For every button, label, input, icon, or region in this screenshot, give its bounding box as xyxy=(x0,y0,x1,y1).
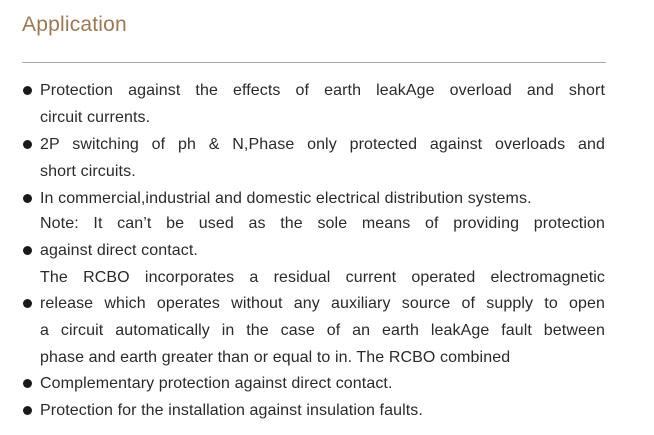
bullet-dot-icon xyxy=(23,246,32,255)
bullet-dot-icon xyxy=(23,406,32,415)
list-item-line: The RCBO incorporates a residual current operated electromagnetic xyxy=(40,269,605,286)
section-title: Application xyxy=(22,13,127,36)
list-item-line: a circuit automatically in the case of an earth leakAge fault between xyxy=(40,322,605,339)
list-item-line: 2P switching of ph & N,Phase only protected against overloads and xyxy=(40,136,605,153)
list-item-line: In commercial,industrial and domestic electrical distribution systems. xyxy=(40,190,532,207)
list-item-line: Complementary protection against direct contact. xyxy=(40,375,393,392)
list-item-line: short circuits. xyxy=(40,163,136,180)
bullet-dot-icon xyxy=(23,379,32,388)
bullet-dot-icon xyxy=(23,299,32,308)
bullet-dot-icon xyxy=(23,86,32,95)
bullet-dot-icon xyxy=(23,194,32,203)
bullet-dot-icon xyxy=(23,140,32,149)
title-divider xyxy=(22,62,606,63)
list-item-line: against direct contact. xyxy=(40,242,198,259)
list-item-line: circuit currents. xyxy=(40,109,151,126)
list-item-line: phase and earth greater than or equal to in. The RCBO combined xyxy=(40,349,511,366)
list-item-line: Protection against the effects of earth leakAge overload and short xyxy=(40,82,605,99)
list-item-line: Note: It can’t be used as the sole means of providing protection xyxy=(40,215,605,232)
list-item-line: Protection for the installation against insulation faults. xyxy=(40,402,423,419)
list-item-line: release which operates without any auxiliary source of supply to open xyxy=(40,295,605,312)
